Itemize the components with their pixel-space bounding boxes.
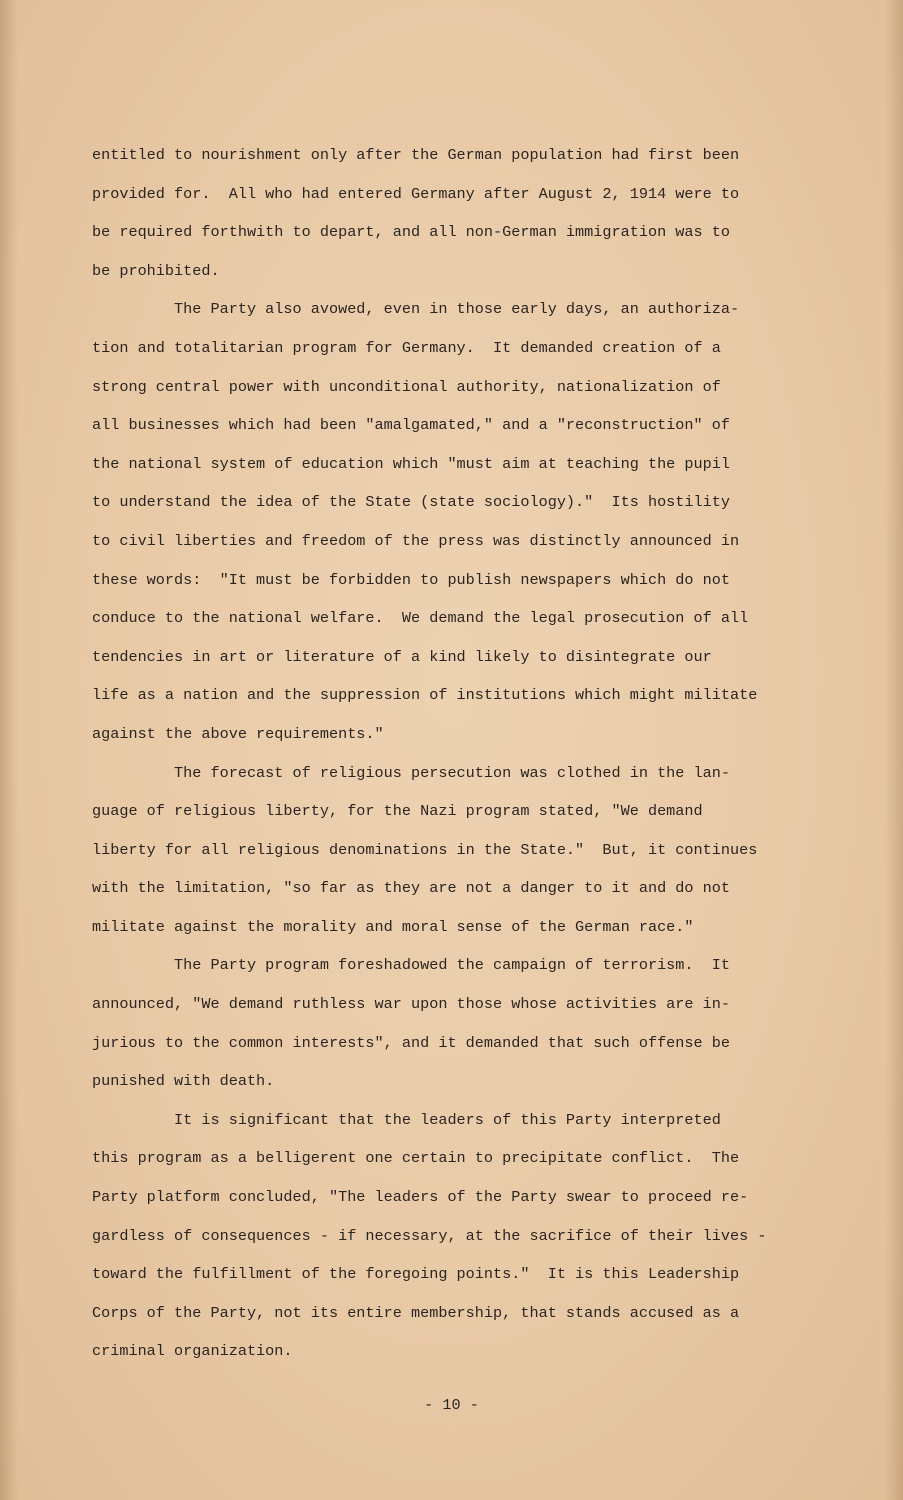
text-line: this program as a belligerent one certain to precipitate conflict. The (92, 1149, 740, 1168)
text-line: strong central power with unconditional authority, nationalization of (92, 377, 721, 396)
text-line: Party platform concluded, "The leaders of the Party swear to proceed re- (92, 1188, 749, 1207)
page-number: - 10 - (424, 1396, 479, 1414)
text-line: gardless of consequences - if necessary, at the sacrifice of their lives - (92, 1226, 767, 1245)
text-line: The forecast of religious persecution was clothed in the lan- (92, 763, 730, 782)
text-line: The Party program foreshadowed the campaign of terrorism. It (92, 956, 730, 975)
text-line: life as a nation and the suppression of institutions which might militate (92, 686, 758, 705)
text-line: the national system of education which "must aim at teaching the pupil (92, 454, 730, 473)
text-line: jurious to the common interests", and it demanded that such offense be (92, 1033, 730, 1052)
text-line: with the limitation, "so far as they are not a danger to it and do not (92, 879, 730, 898)
text-line: all businesses which had been "amalgamated," and a "reconstruction" of (92, 416, 730, 435)
text-line: these words: "It must be forbidden to publish newspapers which do not (92, 570, 730, 589)
text-line: Corps of the Party, not its entire membership, that stands accused as a (92, 1303, 740, 1322)
page-edge-shadow-left (0, 0, 18, 1500)
text-line: provided for. All who had entered Germany after August 2, 1914 were to (92, 184, 740, 203)
text-line: announced, "We demand ruthless war upon those whose activities are in- (92, 995, 730, 1014)
text-line: to understand the idea of the State (state sociology)." Its hostility (92, 493, 730, 512)
text-line: punished with death. (92, 1072, 275, 1091)
text-line: be prohibited. (92, 261, 220, 280)
text-line: It is significant that the leaders of this Party interpreted (92, 1110, 721, 1129)
text-line: against the above requirements." (92, 724, 384, 743)
text-line: toward the fulfillment of the foregoing points." It is this Leadership (92, 1265, 740, 1284)
page-edge-shadow-right (885, 0, 903, 1500)
text-line: criminal organization. (92, 1342, 293, 1361)
text-line: tion and totalitarian program for Germany. It demanded creation of a (92, 338, 721, 357)
text-line: militate against the morality and moral sense of the German race." (92, 917, 694, 936)
text-line: be required forthwith to depart, and all non-German immigration was to (92, 223, 730, 242)
text-line: guage of religious liberty, for the Nazi program stated, "We demand (92, 802, 703, 821)
text-line: tendencies in art or literature of a kind likely to disintegrate our (92, 647, 712, 666)
text-line: entitled to nourishment only after the German population had first been (92, 146, 740, 164)
text-line: conduce to the national welfare. We demand the legal prosecution of all (92, 609, 749, 628)
body-text (92, 140, 822, 1375)
text-line: to civil liberties and freedom of the press was distinctly announced in (92, 531, 740, 550)
text-line: The Party also avowed, even in those early days, an authoriza- (92, 300, 740, 319)
text-line: liberty for all religious denominations in the State." But, it continues (92, 840, 758, 859)
